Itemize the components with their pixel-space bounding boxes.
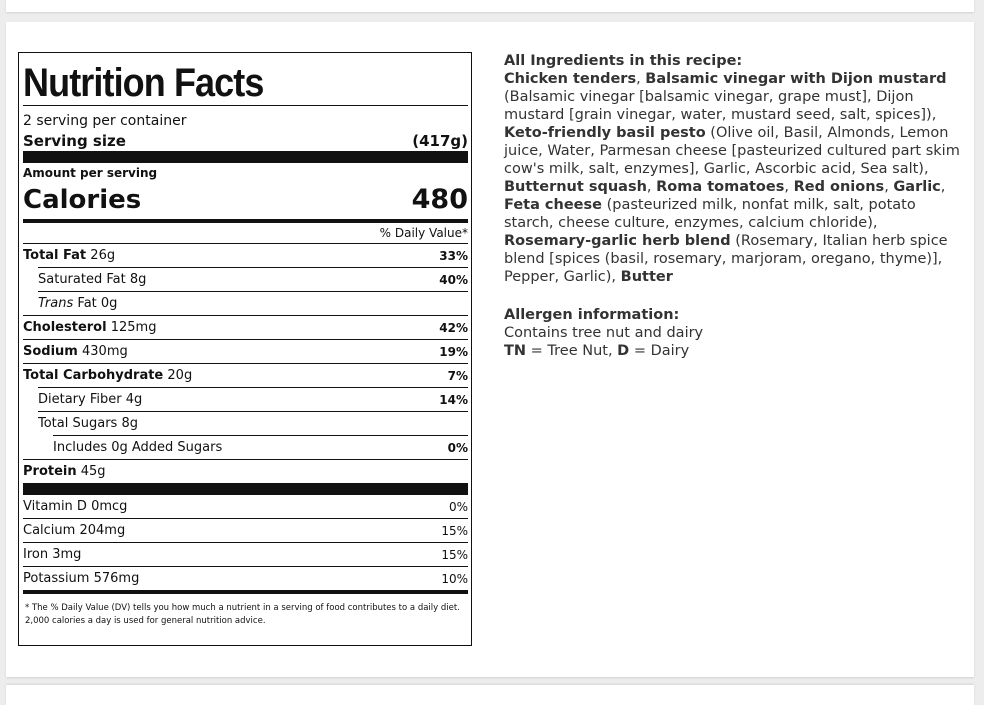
nutrient-label: Saturated Fat [38, 272, 126, 287]
vitamin-label: Vitamin D [23, 499, 87, 514]
ingredient-text: , [646, 179, 657, 195]
nutrition-facts-title: Nutrition Facts [23, 61, 264, 105]
nutrient-row-added-sugars [53, 435, 468, 459]
nutrient-row-cholesterol [23, 315, 468, 339]
divider-thick [23, 151, 468, 163]
vitamin-row-iron [23, 542, 468, 566]
allergen-key [504, 342, 964, 360]
nutrient-amount: 8g [129, 272, 147, 287]
nutrient-amount: 0g [100, 296, 118, 311]
nutrient-percent: 0% [447, 440, 468, 455]
nutrient-percent: 19% [439, 344, 468, 359]
calories-line [23, 181, 468, 215]
ingredients-title: All Ingredients in this recipe: [504, 53, 743, 69]
nutrient-label: Sodium [23, 344, 78, 359]
nutrient-row-protein [23, 459, 468, 483]
nutrient-row-dietary-fiber [38, 387, 468, 411]
vitamin-row-vitamin-d [23, 495, 468, 518]
ingredient-name: Keto-friendly basil pesto [504, 125, 706, 141]
daily-value-header [23, 223, 468, 243]
ingredient-name: Butter [620, 269, 673, 285]
nutrient-row-total-sugars [38, 411, 468, 435]
nutrient-amount: 430mg [82, 344, 128, 359]
ingredient-text: , [636, 71, 646, 87]
calories-label: Calories [23, 185, 142, 215]
ingredient-name: Red onions [793, 179, 885, 195]
ingredient-text: (Balsamic vinegar [balsamic vinegar, grape must], Dijon mustard [grain vinegar, water, mustard seed, salt, spices]), [504, 89, 937, 123]
servings-per-container: 2 serving per container [23, 113, 187, 129]
nutrient-amount: 20g [167, 368, 193, 383]
nutrient-amount: 4g [125, 392, 143, 407]
vitamin-label: Iron [23, 547, 49, 562]
vitamin-percent: 0% [448, 499, 468, 514]
nutrient-amount: 125mg [110, 320, 157, 335]
nutrient-row-total-fat [23, 243, 468, 267]
ingredient-text: , [784, 179, 794, 195]
nutrient-row-saturated-fat [38, 267, 468, 291]
nutrient-amount: 8g [121, 416, 138, 431]
amount-per-serving: Amount per serving [23, 166, 158, 180]
allergen-meaning: = Tree Nut, [526, 343, 618, 359]
vitamin-label: Calcium [23, 523, 76, 538]
nutrient-label: Total Sugars [38, 416, 118, 431]
nutrient-row-trans-fat [38, 291, 468, 315]
serving-size-value: (417g) [412, 132, 468, 150]
nutrient-percent: 14% [439, 392, 468, 407]
divider-thick [23, 483, 468, 495]
daily-value-footnote: * The % Daily Value (DV) tells you how much a nutrient in a serving of food contributes to a daily diet. 2,000 calories a day is used for general nutrition advice. [25, 603, 460, 626]
ingredient-text: (Olive oil, Basil, Almonds, Lemon juice, Water, Parmesan cheese [pasteurized cultured part skim cow's milk, salt, enzymes], Garlic, Ascorbic acid, Sea salt), [504, 125, 960, 177]
nutrient-label: Includes 0g Added Sugars [53, 440, 223, 455]
nutrient-label-rest: Fat [77, 296, 97, 311]
allergen-section [504, 306, 964, 360]
vitamin-row-potassium [23, 566, 468, 590]
ingredient-name: Garlic [893, 179, 941, 195]
ingredient-name: Rosemary-garlic herb blend [504, 233, 731, 249]
nutrient-percent: 7% [447, 368, 468, 383]
ingredient-name: Roma tomatoes [656, 179, 785, 195]
nutrient-label: Total Fat [23, 248, 87, 263]
ingredient-text: , [884, 179, 894, 195]
nutrient-label: Dietary Fiber [38, 392, 122, 407]
vitamin-label: Potassium [23, 571, 90, 586]
daily-value-header-text: % Daily Value* [379, 226, 468, 240]
nutrient-label: Protein [23, 464, 77, 479]
ingredient-text: , [940, 179, 946, 195]
vitamin-amount: 3mg [52, 547, 82, 562]
vitamin-percent: 15% [441, 523, 468, 538]
ingredients-list [504, 70, 964, 286]
allergen-code: TN [504, 343, 527, 359]
allergen-contains: Contains tree nut and dairy [504, 325, 704, 341]
vitamin-amount: 204mg [79, 523, 126, 538]
nutrient-row-total-carbohydrate [23, 363, 468, 387]
ingredient-name: Butternut squash [504, 179, 647, 195]
bottom-card [6, 685, 974, 705]
nutrient-label: Trans [38, 296, 74, 311]
vitamin-percent: 15% [441, 547, 468, 562]
nutrient-label: Total Carbohydrate [23, 368, 164, 383]
vitamin-amount: 0mcg [91, 499, 128, 514]
nutrient-label: Cholesterol [23, 320, 107, 335]
nutrient-row-sodium [23, 339, 468, 363]
nutrient-percent: 33% [439, 248, 468, 263]
serving-size [23, 131, 468, 151]
divider [23, 105, 468, 106]
serving-size-label: Serving size [23, 132, 126, 150]
ingredient-name: Feta cheese [504, 197, 602, 213]
ingredients-panel [504, 52, 964, 360]
allergen-meaning: = Dairy [629, 343, 690, 359]
nutrient-amount: 26g [90, 248, 116, 263]
nutrition-facts-label [18, 52, 472, 646]
ingredient-text: (pasteurized milk, nonfat milk, salt, potato starch, cheese culture, enzymes, calcium chloride), [504, 197, 916, 231]
vitamin-row-calcium [23, 518, 468, 542]
top-card [6, 0, 974, 12]
ingredient-text: (Rosemary, Italian herb spice blend [spices (basil, rosemary, marjoram, oregano, thyme)], Pepper, Garlic), [504, 233, 948, 285]
nutrient-amount: 45g [80, 464, 106, 479]
nutrient-percent: 42% [439, 320, 468, 335]
vitamin-percent: 10% [441, 571, 468, 586]
allergen-title: Allergen information: [504, 307, 680, 323]
nutrient-percent: 40% [439, 272, 468, 287]
allergen-code: D [617, 343, 630, 359]
calories-value: 480 [411, 184, 468, 215]
vitamin-amount: 576mg [93, 571, 140, 586]
ingredient-name: Chicken tenders [504, 71, 637, 87]
ingredient-name: Balsamic vinegar with Dijon mustard [645, 71, 947, 87]
